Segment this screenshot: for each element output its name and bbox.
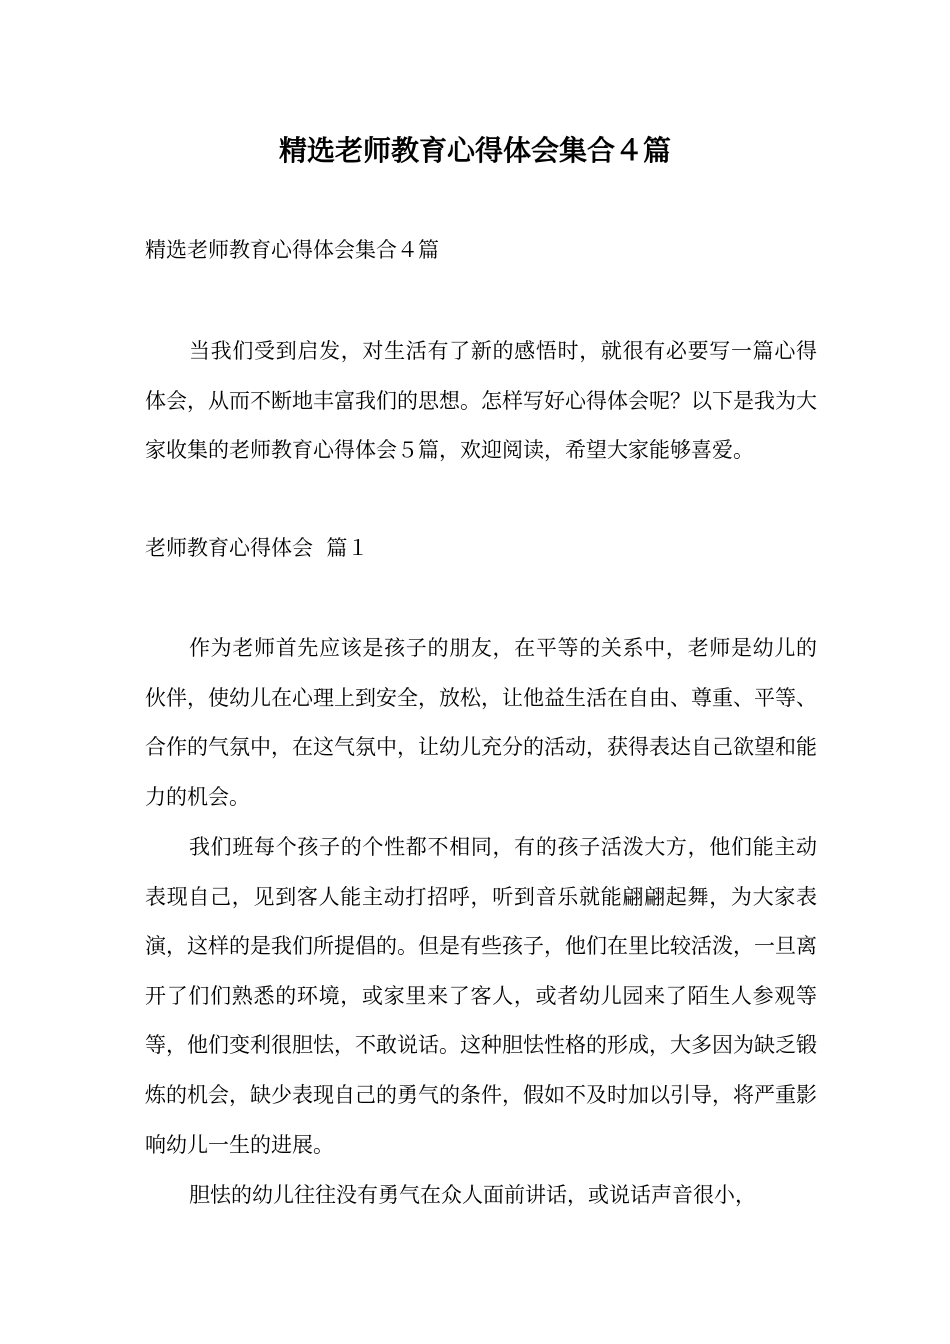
document-title: 精选老师教育心得体会集合４篇 (278, 134, 671, 167)
body-paragraph: 我们班每个孩子的个性都不相同，有的孩子活泼大方，他们能主动表现自己，见到客人能主动打招呼，听到音乐就能翩翩起舞，为大家表演，这样的是我们所提倡的。但是有些孩子，他们在里比较活泼，一旦离开了们们熟悉的环境，或家里来了客人，或者幼儿园来了陌生人参观等等，他们变利很胆怯，不敢说话。这种胆怯性格的形成，大多因为缺乏锻炼的机会，缺少表现自己的勇气的条件，假如不及时加以引导，将严重影响幼儿一生的进展。 (145, 835, 817, 1157)
body-paragraph: 作为老师首先应该是孩子的朋友，在平等的关系中，老师是幼儿的伙伴，使幼儿在心理上到安全，放松，让他益生活在自由、尊重、平等、合作的气氛中，在这气氛中，让幼儿充分的活动，获得表达自己欲望和能力的机会。 (145, 636, 817, 809)
body-paragraph: 胆怯的幼儿往往没有勇气在众人面前讲话，或说话声音很小， (189, 1183, 756, 1207)
section-heading: 老师教育心得体会 篇１ (145, 536, 369, 560)
document-subtitle: 精选老师教育心得体会集合４篇 (145, 238, 439, 262)
intro-paragraph: 当我们受到启发，对生活有了新的感悟时，就很有必要写一篇心得体会，从而不断地丰富我们的思想。怎样写好心得体会呢？以下是我为大家收集的老师教育心得体会５篇，欢迎阅读，希望大家能够喜爱。 (145, 339, 817, 463)
